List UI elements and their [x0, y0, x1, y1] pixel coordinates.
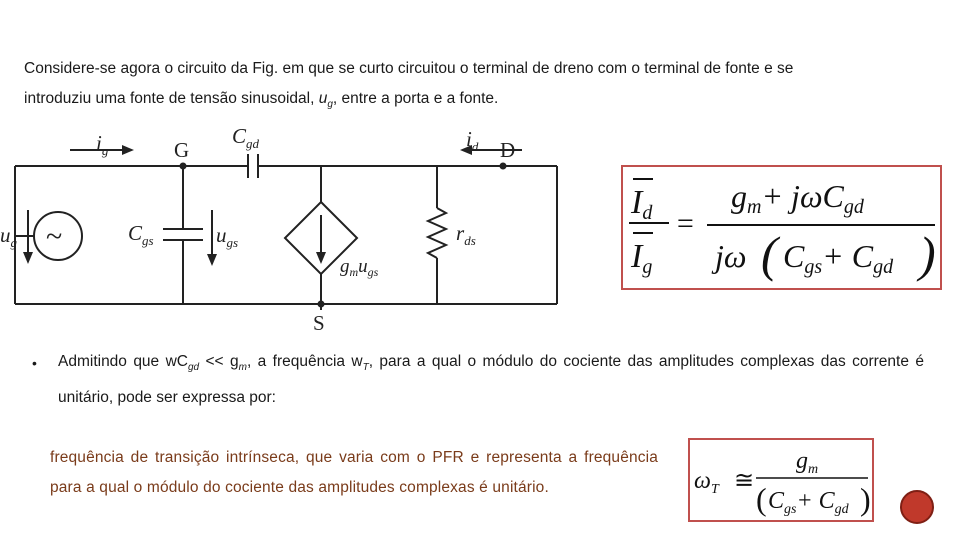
equation-transition-frequency [688, 438, 874, 522]
svg-text:ωT: $\omega_T$ [694, 468, 719, 497]
svg-text:): ) [860, 481, 871, 517]
label-ig: $i_g$ [96, 131, 109, 158]
equation-current-ratio-graphic [623, 167, 940, 288]
resistor-rds [428, 208, 446, 258]
svg-text:jω: jω [715, 238, 747, 274]
bullet-marker: • [32, 355, 37, 371]
label-gmugs: $g_mu_{gs}$ [340, 256, 379, 279]
svg-text:ug: $u_g$ [0, 223, 17, 250]
intro-paragraph [24, 54, 934, 120]
svg-text:Id: Id [631, 184, 653, 224]
label-cgd: $C_{gd}$ [232, 124, 260, 151]
svg-text:Ig: Ig [631, 238, 653, 278]
node-d [500, 163, 507, 170]
label-ugs: $u_{gs}$ [216, 223, 239, 250]
svg-text:(: ( [756, 481, 767, 517]
svg-text:(: ( [761, 226, 778, 282]
equation-current-ratio [621, 165, 942, 290]
svg-text:=: = [675, 207, 696, 240]
source-symbol: ~ [46, 220, 63, 253]
svg-text:gm+ jωCgd: gm+ jωCgd [731, 178, 864, 218]
node-g [180, 163, 187, 170]
bullet-text: Admitindo que $wC_{gd} << g_m$, a frequência $w_T$, para a qual o módulo do cociente das amplitudes complexas das corrente é unitário, pode ser expressa por: [58, 353, 924, 407]
node-s [318, 301, 325, 308]
label-rds: $r_{ds}$ [456, 221, 476, 248]
svg-text:): ) [919, 226, 936, 282]
label-id: $i_d$ [466, 127, 479, 154]
page-number-badge [900, 490, 934, 524]
transition-frequency-note: frequência de transição intrínseca, que varia com o PFR e representa a frequência para a qual o módulo do cociente das amplitudes complexas é unitário. [50, 449, 658, 496]
label-d: D [500, 138, 516, 162]
intro-line-2: introduziu uma fonte de tensão sinusoidal, $u_g$, entre a porta e a fonte. [24, 90, 499, 111]
svg-text:≅: ≅ [734, 468, 755, 494]
svg-text:gm: $g_m$ [796, 448, 819, 477]
circuit-diagram [0, 118, 600, 338]
label-s: S [313, 311, 325, 335]
label-cgs: $C_{gs}$ [128, 221, 154, 248]
intro-line-1: Considere-se agora o circuito da Fig. em que se curto circuitou o terminal de dreno com o terminal de fonte e se [24, 60, 794, 77]
label-g: G [174, 138, 190, 162]
svg-text:Cgs+ Cgd: $C_{gs}+ C_{gd}$ [768, 488, 849, 517]
equation-transition-frequency-graphic [690, 440, 872, 520]
svg-text:Cgs+ Cgd: Cgs+ Cgd [783, 238, 894, 278]
